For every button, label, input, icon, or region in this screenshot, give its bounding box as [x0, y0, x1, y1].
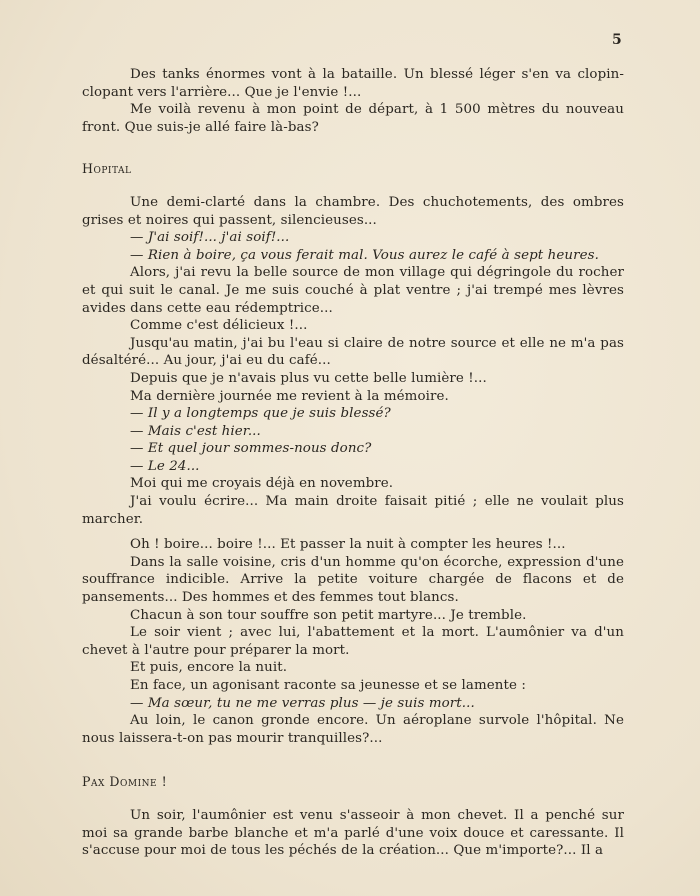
paragraph: Oh ! boire... boire !... Et passer la nuit à compter les heures !... — [130, 537, 566, 553]
page-text — [82, 66, 624, 860]
dialogue-line: — Il y a longtemps que je suis blessé? — [130, 406, 391, 422]
dialogue-line: — Et quel jour sommes-nous donc? — [130, 441, 372, 457]
paragraph: Un soir, l'aumônier est venu s'asseoir à mon chevet. Il a penché sur moi sa grande barbe blanche et m'a parlé d'une voix douce et caressante. Il s'accuse pour moi de tous les péchés de la création... Que m'importe?... Il a — [82, 807, 624, 859]
paragraph: En face, un agonisant raconte sa jeunesse et se lamente : — [130, 678, 526, 693]
page-number: 5 — [612, 32, 622, 48]
dialogue-line: — J'ai soif!... j'ai soif!... — [130, 230, 290, 246]
paragraph: Moi qui me croyais déjà en novembre. — [130, 476, 394, 492]
paragraph: Alors, j'ai revu la belle source de mon village qui dégringole du rocher et qui suit le canal. Je me suis couché à plat ventre ; j'ai trempé mes lèvres avides dans cette eau rédemptrice... — [82, 265, 624, 316]
paragraph: Une demi-clarté dans la chambre. Des chuchotements, des ombres grises et noires qui passent, silencieuses... — [82, 194, 624, 228]
paragraph: Depuis que je n'avais plus vu cette belle lumière !... — [130, 370, 487, 386]
dialogue-line: — Rien à boire, ça vous ferait mal. Vous aurez le café à sept heures. — [130, 247, 599, 263]
paragraph: Ma dernière journée me revient à la mémoire. — [130, 388, 449, 404]
paragraph: Me voilà revenu à mon point de départ, à 1 500 mètres du nouveau front. Que suis-je allé faire là-bas? — [82, 102, 624, 135]
paragraph: Chacun à son tour souffre son petit martyre... Je tremble. — [130, 607, 527, 623]
dialogue-line: — Le 24... — [130, 458, 200, 474]
section-heading-hopital: Hopital — [82, 161, 132, 177]
dialogue-line: — Mais c'est hier... — [130, 423, 261, 439]
paragraph: Au loin, le canon gronde encore. Un aéroplane survole l'hôpital. Ne nous laissera-t-on pas mourir tranquilles?... — [82, 713, 624, 746]
paragraph: Dans la salle voisine, cris d'un homme qu'on écorche, expression d'une souffrance indicible. Arrive la petite voiture chargée de flacons et de pansements... Des hommes et des femmes tout blancs. — [82, 554, 624, 606]
paragraph: J'ai voulu écrire... Ma main droite faisait pitié ; elle ne voulait plus marcher. — [82, 494, 624, 527]
paragraph: Le soir vient ; avec lui, l'abattement et la mort. L'aumônier va d'un chevet à l'autre pour préparer la mort. — [82, 625, 624, 658]
paragraph: Des tanks énormes vont à la bataille. Un blessé léger s'en va clopin-clopant vers l'arrière... Que je l'envie !... — [82, 67, 624, 100]
dialogue-line: — Ma sœur, tu ne me verras plus — je suis mort... — [130, 695, 475, 711]
paragraph: Comme c'est délicieux !... — [130, 318, 308, 334]
section-heading-pax-domine: Pax Domine ! — [82, 774, 168, 790]
paragraph: Et puis, encore la nuit. — [130, 660, 288, 676]
paragraph: Jusqu'au matin, j'ai bu l'eau si claire de notre source et elle ne m'a pas désaltéré... Au jour, j'ai eu du café... — [82, 335, 624, 369]
